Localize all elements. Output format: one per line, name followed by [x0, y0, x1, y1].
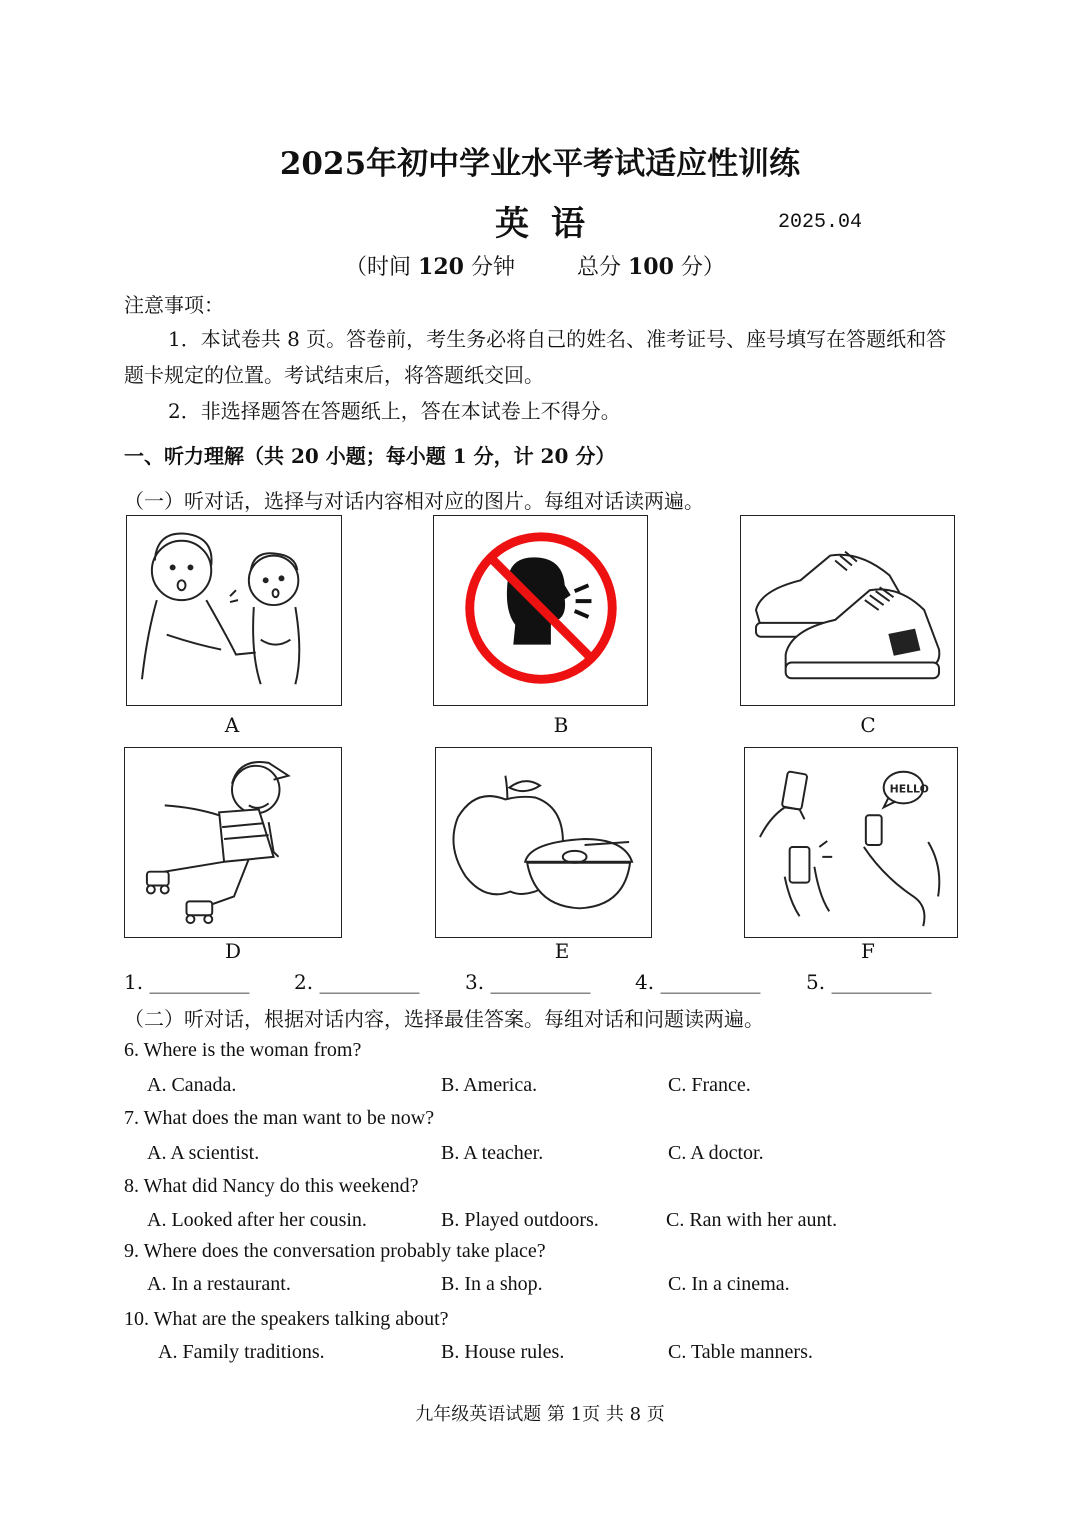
- option-10c[interactable]: C. Table manners.: [668, 1341, 813, 1363]
- picture-a: [126, 515, 342, 706]
- phone-chat-icon: [745, 748, 957, 937]
- time-unit: 分钟: [470, 255, 515, 280]
- score-value: 100: [627, 254, 674, 280]
- no-speaking-icon: [434, 516, 647, 705]
- option-7c[interactable]: C. A doctor.: [668, 1142, 764, 1164]
- option-6a[interactable]: A. Canada.: [147, 1074, 237, 1096]
- score-label: 总分: [576, 255, 621, 280]
- time-value: 120: [418, 254, 464, 280]
- page-footer: 九年级英语试题 第 1页 共 8 页: [415, 1404, 665, 1425]
- picture-b: [433, 515, 648, 706]
- option-10a[interactable]: A. Family traditions.: [158, 1341, 325, 1363]
- apple-icon: [436, 748, 651, 937]
- option-7b[interactable]: B. A teacher.: [441, 1142, 544, 1164]
- answer-blank-1[interactable]: 1. __________: [124, 970, 250, 994]
- time-label: （时间: [345, 255, 412, 280]
- notice-heading: 注意事项：: [124, 293, 224, 317]
- answer-blank-5[interactable]: 5. __________: [806, 970, 932, 994]
- option-9b[interactable]: B. In a shop.: [441, 1273, 543, 1295]
- score-unit: 分）: [680, 255, 725, 280]
- option-9a[interactable]: A. In a restaurant.: [147, 1273, 291, 1295]
- roller-skating-boy-icon: [125, 748, 341, 937]
- option-9c[interactable]: C. In a cinema.: [668, 1273, 790, 1295]
- part2-instructions: （二）听对话，根据对话内容，选择最佳答案。每组对话和问题读两遍。: [124, 1007, 764, 1031]
- part1-instructions: （一）听对话，选择与对话内容相对应的图片。每组对话读两遍。: [124, 489, 704, 513]
- label-c: C: [860, 713, 876, 737]
- option-6c[interactable]: C. France.: [668, 1074, 751, 1096]
- subject-title: 英语: [495, 204, 607, 244]
- answer-blank-3[interactable]: 3. __________: [465, 970, 591, 994]
- question-7: 7. What does the man want to be now?: [124, 1107, 435, 1129]
- label-b: B: [553, 713, 569, 737]
- exam-date: 2025.04: [778, 211, 863, 234]
- hello-bubble-text: HELLO: [889, 782, 929, 796]
- question-10: 10. What are the speakers talking about?: [124, 1308, 449, 1330]
- notice-item-2: 2．非选择题答在答题纸上，答在本试卷上不得分。: [168, 399, 621, 423]
- option-8b[interactable]: B. Played outdoors.: [441, 1209, 599, 1231]
- picture-d: [124, 747, 342, 938]
- time-score-line: [345, 250, 725, 281]
- label-e: E: [554, 939, 570, 963]
- answer-blank-4[interactable]: 4. __________: [635, 970, 761, 994]
- stomachache-icon: [127, 516, 341, 705]
- exam-title: 2025年初中学业水平考试适应性训练: [279, 146, 801, 182]
- label-a: A: [224, 713, 240, 737]
- option-8c[interactable]: C. Ran with her aunt.: [666, 1209, 838, 1231]
- label-f: F: [861, 939, 875, 963]
- answer-blank-2[interactable]: 2. __________: [294, 970, 420, 994]
- question-8: 8. What did Nancy do this weekend?: [124, 1175, 419, 1197]
- sneakers-icon: [741, 516, 954, 705]
- question-9: 9. Where does the conversation probably take place?: [124, 1240, 546, 1262]
- option-10b[interactable]: B. House rules.: [441, 1341, 565, 1363]
- option-8a[interactable]: A. Looked after her cousin.: [147, 1209, 367, 1231]
- label-d: D: [224, 939, 242, 963]
- picture-c: [740, 515, 955, 706]
- notice-item-1: 1．本试卷共 8 页。答卷前，考生务必将自己的姓名、准考证号、座号填写在答题纸和答题卡规定的位置。考试结束后，将答题纸交回。: [124, 327, 947, 387]
- picture-f: [744, 747, 958, 938]
- option-6b[interactable]: B. America.: [441, 1074, 538, 1096]
- section-heading: 一、听力理解（共 20 小题；每小题 1 分，计 20 分）: [124, 444, 616, 468]
- option-7a[interactable]: A. A scientist.: [147, 1142, 260, 1164]
- picture-e: [435, 747, 652, 938]
- question-6: 6. Where is the woman from?: [124, 1039, 362, 1061]
